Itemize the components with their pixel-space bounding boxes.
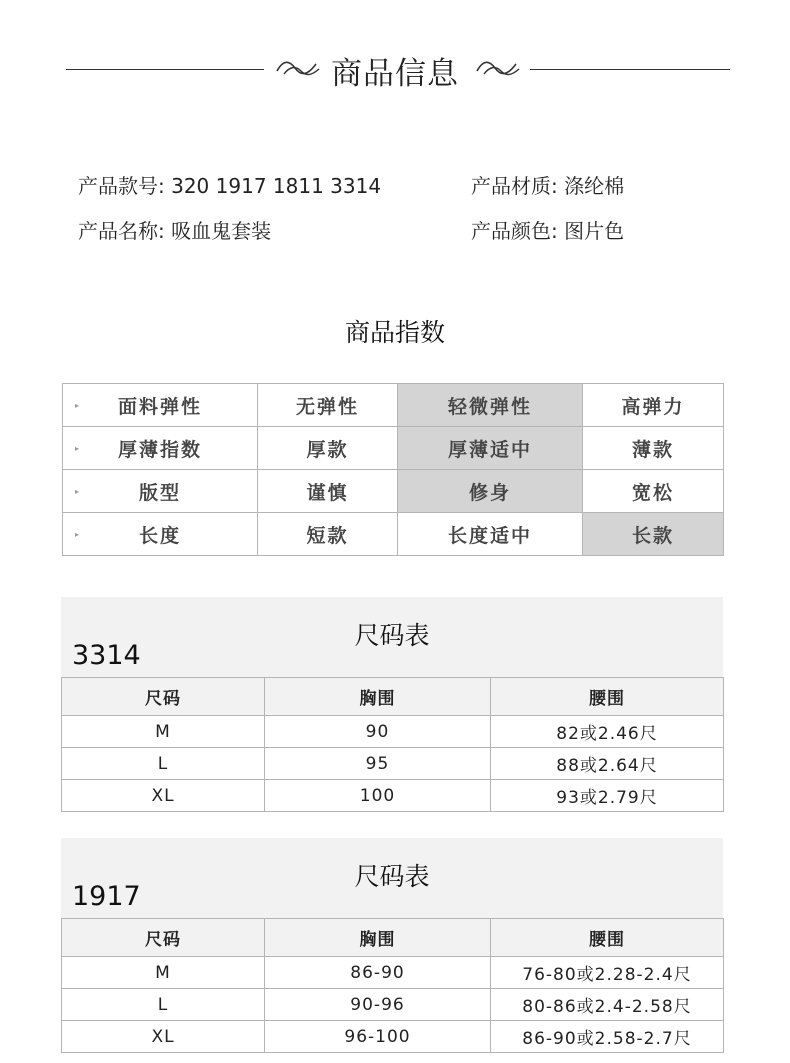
index-option: 长度适中 (398, 513, 583, 556)
column-header: 腰围 (491, 919, 724, 957)
index-row (63, 513, 724, 556)
table-cell: 86-90 (265, 957, 491, 989)
bullet-arrow-icon: ▸ (75, 530, 80, 539)
column-header: 尺码 (62, 678, 265, 716)
index-label-text: 版型 (138, 481, 181, 504)
index-label-text: 长度 (138, 524, 181, 547)
index-option-selected: 厚薄适中 (398, 427, 583, 470)
table-cell: 95 (265, 748, 491, 780)
column-header: 尺码 (62, 919, 265, 957)
index-option: 高弹力 (583, 384, 724, 427)
index-label-text: 厚薄指数 (117, 438, 202, 461)
table-row (62, 780, 724, 812)
index-option: 薄款 (583, 427, 724, 470)
table-cell: 76-80或2.28-2.4尺 (491, 957, 724, 989)
table-cell: 93或2.79尺 (491, 780, 724, 812)
column-header: 腰围 (491, 678, 724, 716)
info-material-label: 产品材质: (471, 174, 558, 198)
table-row (62, 957, 724, 989)
index-option: 厚款 (258, 427, 398, 470)
table-cell: 86-90或2.58-2.7尺 (491, 1021, 724, 1053)
size-table-1 (61, 677, 724, 812)
index-option: 谨慎 (258, 470, 398, 513)
table-row (62, 748, 724, 780)
size-code-2: 1917 (72, 881, 141, 912)
table-row (62, 1021, 724, 1053)
info-material-value: 涤纶棉 (564, 174, 625, 198)
info-name-value: 吸血鬼套装 (171, 219, 272, 243)
table-cell: 90 (265, 716, 491, 748)
size-code-1: 3314 (72, 640, 141, 671)
bullet-arrow-icon: ▸ (75, 401, 80, 410)
table-cell: 96-100 (265, 1021, 491, 1053)
bullet-arrow-icon: ▸ (75, 487, 80, 496)
table-cell: 82或2.46尺 (491, 716, 724, 748)
index-option: 短款 (258, 513, 398, 556)
table-row (62, 716, 724, 748)
index-option-selected: 修身 (398, 470, 583, 513)
index-title: 商品指数 (344, 318, 445, 347)
info-model (78, 170, 381, 199)
table-cell: 80-86或2.4-2.58尺 (491, 989, 724, 1021)
table-cell: L (62, 748, 265, 780)
size-title-1: 尺码表 (354, 621, 430, 650)
tilde-ornament-left-icon (274, 56, 322, 80)
index-table (62, 383, 724, 556)
table-cell: XL (62, 1021, 265, 1053)
index-option-selected: 轻微弹性 (398, 384, 583, 427)
table-cell: M (62, 957, 265, 989)
index-row (63, 427, 724, 470)
info-color-value: 图片色 (564, 219, 625, 243)
info-name-label: 产品名称: (78, 219, 165, 243)
column-header: 胸围 (265, 678, 491, 716)
size-table-2 (61, 918, 724, 1053)
table-cell: 88或2.64尺 (491, 748, 724, 780)
index-row-label (63, 384, 258, 427)
size-title-2: 尺码表 (354, 862, 430, 891)
table-cell: L (62, 989, 265, 1021)
info-name (78, 215, 271, 244)
index-row-label (63, 470, 258, 513)
index-option: 无弹性 (258, 384, 398, 427)
page-title: 商品信息 (331, 56, 459, 92)
table-cell: M (62, 716, 265, 748)
header-line-left (66, 69, 264, 70)
index-option-selected: 长款 (583, 513, 724, 556)
header-line-right (530, 69, 730, 70)
tilde-ornament-right-icon (474, 56, 522, 80)
index-row (63, 470, 724, 513)
table-cell: 100 (265, 780, 491, 812)
table-row (62, 989, 724, 1021)
index-option: 宽松 (583, 470, 724, 513)
index-row-label (63, 427, 258, 470)
column-header: 胸围 (265, 919, 491, 957)
bullet-arrow-icon: ▸ (75, 444, 80, 453)
info-material (471, 170, 624, 199)
info-color-label: 产品颜色: (471, 219, 558, 243)
index-row (63, 384, 724, 427)
index-label-text: 面料弹性 (117, 395, 202, 418)
table-cell: 90-96 (265, 989, 491, 1021)
info-color (471, 215, 624, 244)
index-row-label (63, 513, 258, 556)
info-model-label: 产品款号: (78, 174, 165, 198)
table-cell: XL (62, 780, 265, 812)
info-model-value: 320 1917 1811 3314 (171, 174, 382, 198)
